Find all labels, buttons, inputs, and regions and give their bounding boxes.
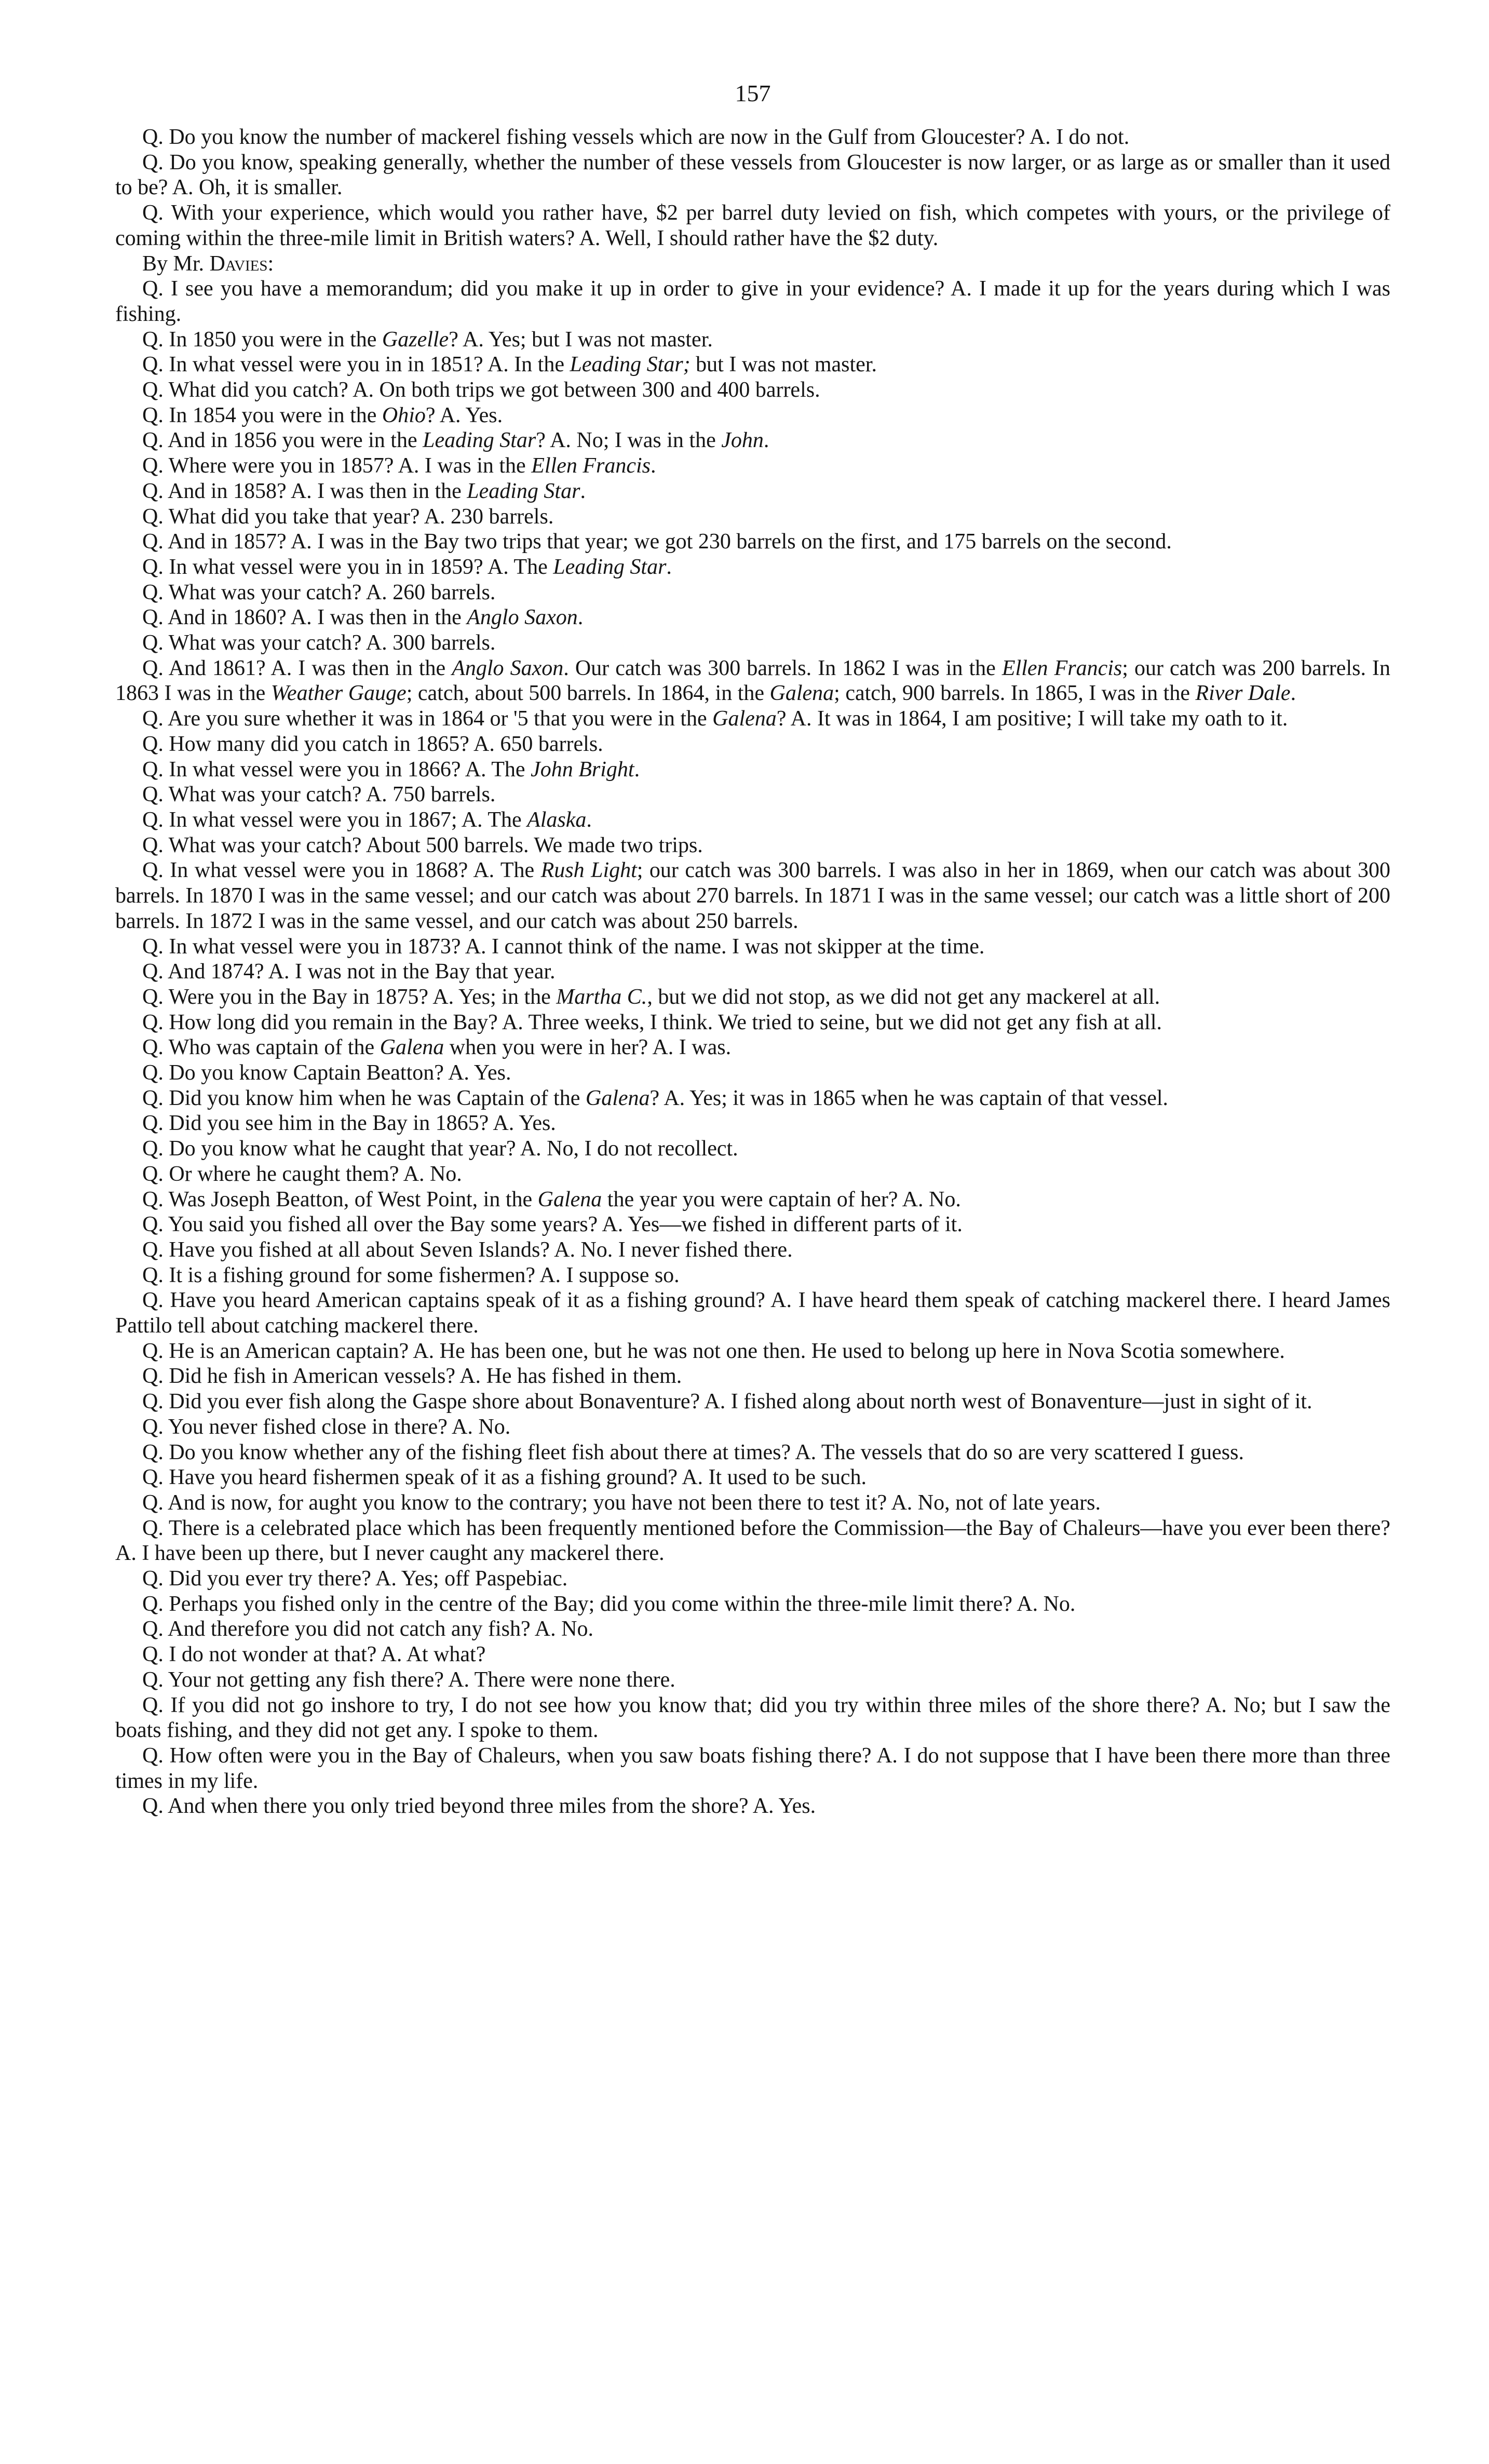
qa-paragraph — [115, 1693, 1390, 1743]
text-run: Q. And therefore you did not catch any fish? A. No. — [142, 1617, 593, 1641]
text-run: Q. And 1874? A. I was not in the Bay that year. — [142, 960, 556, 984]
text-run: . — [577, 605, 584, 630]
qa-paragraph — [115, 630, 1390, 656]
text-run: Q. And in 1860? A. I was then in the — [142, 605, 467, 630]
text-run: Q. In 1854 you were in the — [142, 403, 382, 427]
text-run: . — [1290, 681, 1296, 706]
qa-paragraph — [115, 327, 1390, 353]
text-run: Q. What did you catch? A. On both trips we got between 300 and 400 barrels. — [142, 378, 820, 402]
section-heading — [115, 251, 1390, 277]
qa-paragraph — [115, 1465, 1390, 1490]
qa-paragraph — [115, 1212, 1390, 1237]
speaker-name: Davies — [209, 251, 268, 276]
text-run: Q. Do you know the number of mackerel fishing vessels which are now in the Gulf from Gloucester? A. I do not. — [142, 125, 1130, 149]
qa-paragraph — [115, 1617, 1390, 1642]
text-run: but I was not master. — [690, 353, 877, 377]
text-run: Q. Are you sure whether it was in 1864 or '5 that you were in the — [142, 707, 713, 731]
text-run: By Mr. — [142, 251, 210, 276]
qa-paragraph — [115, 453, 1390, 479]
text-run: Q. And when there you only tried beyond three miles from the shore? A. Yes. — [142, 1794, 816, 1819]
qa-paragraph — [115, 934, 1390, 960]
text-run: Q. You said you fished all over the Bay some years? A. Yes—we fished in different parts of it. — [142, 1213, 963, 1237]
testimony-text — [115, 125, 1390, 1819]
qa-paragraph — [115, 1794, 1390, 1819]
text-run: Q. In what vessel were you in 1866? A. The — [142, 757, 531, 782]
qa-paragraph — [115, 378, 1390, 403]
qa-paragraph — [115, 1060, 1390, 1086]
text-run: Q. Have you heard fishermen speak of it as a fishing ground? A. It used to be such. — [142, 1465, 867, 1490]
text-run: Q. In what vessel were you in in 1859? A. The — [142, 555, 553, 579]
text-run: Q. Who was captain of the — [142, 1035, 380, 1060]
text-run: Q. In what vessel were you in 1873? A. I cannot think of the name. I was not skipper at the time. — [142, 934, 985, 959]
page-number: 157 — [735, 80, 771, 106]
text-run: Q. Or where he caught them? A. No. — [142, 1162, 462, 1186]
text-run: Q. In 1850 you were in the — [142, 327, 382, 352]
qa-paragraph — [115, 1642, 1390, 1667]
vessel-name: Ohio — [382, 403, 426, 427]
qa-paragraph — [115, 1086, 1390, 1111]
qa-paragraph — [115, 428, 1390, 453]
qa-paragraph — [115, 352, 1390, 378]
qa-paragraph — [115, 782, 1390, 807]
text-run: Q. Did you ever try there? A. Yes; off Paspebiac. — [142, 1567, 568, 1591]
qa-paragraph — [115, 757, 1390, 783]
qa-paragraph — [115, 1490, 1390, 1516]
text-run: ; our catch was 200 barrels. In 1863 I was in the — [115, 656, 1391, 706]
text-run: Q. In what vessel were you in in 1851? A. In the — [142, 353, 570, 377]
qa-paragraph — [115, 1237, 1390, 1263]
qa-paragraph — [115, 276, 1390, 327]
vessel-name: Alaska — [527, 807, 587, 832]
text-run: : — [267, 251, 274, 276]
text-run: . Our catch was 300 barrels. In 1862 I was in the — [563, 656, 1002, 680]
text-run: Q. In what vessel were you in 1868? A. The — [142, 858, 541, 883]
qa-paragraph — [115, 1111, 1390, 1136]
vessel-name: John Bright — [531, 757, 634, 782]
text-run: , but we did not stop, as we did not get any mackerel at all. — [647, 985, 1160, 1009]
text-run: ; catch, about 500 barrels. In 1864, in the — [406, 681, 770, 706]
vessel-name: Galena — [769, 681, 834, 706]
text-run: Q. What was your catch? A. 260 barrels. — [142, 580, 496, 604]
text-run: Q. Did you see him in the Bay in 1865? A. Yes. — [142, 1111, 556, 1136]
vessel-name: Leading Star — [467, 479, 580, 503]
qa-paragraph — [115, 1263, 1390, 1288]
qa-paragraph — [115, 125, 1390, 150]
text-run: Q. Were you in the Bay in 1875? A. Yes; in the — [142, 985, 557, 1009]
qa-paragraph — [115, 1592, 1390, 1617]
qa-paragraph — [115, 1010, 1390, 1035]
text-run: Q. And in 1857? A. I was in the Bay two trips that year; we got 230 barrels on the first, and 175 barrels on the second. — [142, 530, 1172, 554]
qa-paragraph — [115, 1415, 1390, 1440]
vessel-name: Ellen Francis — [531, 454, 651, 478]
vessel-name: River Dale — [1195, 681, 1291, 706]
vessel-name: Galena — [537, 1187, 602, 1211]
text-run: . — [651, 454, 656, 478]
qa-paragraph — [115, 858, 1390, 934]
qa-paragraph — [115, 529, 1390, 555]
text-run: Q. I do not wonder at that? A. At what? — [142, 1642, 486, 1667]
text-run: Q. And 1861? A. I was then in the — [142, 656, 452, 680]
qa-paragraph — [115, 150, 1390, 200]
text-run: Q. It is a fishing ground for some fishermen? A. I suppose so. — [142, 1263, 680, 1287]
text-run: Q. There is a celebrated place which has been frequently mentioned before the Commission—the Bay of Chaleurs—have you ever been there? A. I have been up there, but I never caught any mackerel there. — [115, 1516, 1390, 1566]
qa-paragraph — [115, 1743, 1390, 1794]
qa-paragraph — [115, 732, 1390, 757]
text-run: Q. How many did you catch in 1865? A. 650 barrels. — [142, 732, 603, 756]
text-run: Q. What was your catch? A. 750 barrels. — [142, 783, 496, 807]
qa-paragraph — [115, 504, 1390, 530]
text-run: Q. And in 1858? A. I was then in the — [142, 479, 467, 503]
qa-paragraph — [115, 1162, 1390, 1187]
text-run: . — [586, 807, 592, 832]
qa-paragraph — [115, 706, 1390, 732]
vessel-name: Martha C. — [556, 985, 647, 1009]
text-run: Q. Do you know whether any of the fishing fleet fish about there at times? A. The vessels that do so are very scattered I guess. — [142, 1440, 1244, 1464]
vessel-name: Leading Star; — [570, 353, 691, 377]
qa-paragraph — [115, 403, 1390, 428]
qa-paragraph — [115, 605, 1390, 630]
vessel-name: Gazelle — [382, 327, 449, 352]
vessel-name: Leading Star — [423, 428, 536, 453]
vessel-name: Galena — [585, 1086, 650, 1110]
qa-paragraph — [115, 1136, 1390, 1162]
text-run: ; our catch was 300 barrels. I was also in her in 1869, when our catch was about 300 barrels. In 1870 I was in the same vessel; and our catch was about 270 barrels. In 1871 I was in the same vessel; our catch was a little short of 200 barrels. In 1872 I was in the same vessel, and our catch was about 250 barrels. — [115, 858, 1390, 933]
text-run: Q. I see you have a memorandum; did you make it up in order to give in your evidence? A. I made it up for the years during which I was fishing. — [115, 277, 1390, 326]
text-run: Q. Did you know him when he was Captain of the — [142, 1086, 586, 1110]
text-run: the year you were captain of her? A. No. — [602, 1187, 961, 1211]
qa-paragraph — [115, 1364, 1390, 1389]
qa-paragraph — [115, 985, 1390, 1010]
vessel-name: John — [721, 428, 764, 453]
text-run: ? A. It was in 1864, I am positive; I will take my oath to it. — [776, 707, 1288, 731]
qa-paragraph — [115, 1187, 1390, 1213]
text-run: Q. Your not getting any fish there? A. There were none there. — [142, 1667, 675, 1692]
text-run: Q. Do you know what he caught that year? A. No, I do not recollect. — [142, 1137, 738, 1161]
text-run: Q. And is now, for aught you know to the contrary; you have not been there to test it? A. No, not of late years. — [142, 1490, 1101, 1515]
vessel-name: Ellen Francis — [1001, 656, 1122, 680]
qa-paragraph — [115, 479, 1390, 504]
qa-paragraph — [115, 1035, 1390, 1060]
text-run: Q. Perhaps you fished only in the centre of the Bay; did you come within the three-mile limit there? A. No. — [142, 1592, 1076, 1616]
qa-paragraph — [115, 555, 1390, 580]
vessel-name: Galena — [380, 1035, 444, 1060]
text-run: Q. What was your catch? A. 300 barrels. — [142, 631, 496, 655]
qa-paragraph — [115, 1667, 1390, 1693]
qa-paragraph — [115, 1288, 1390, 1338]
text-run: Q. How often were you in the Bay of Chaleurs, when you saw boats fishing there? A. I do not suppose that I have been there more than three times in my life. — [115, 1744, 1390, 1793]
text-run: Q. You never fished close in there? A. No. — [142, 1415, 511, 1439]
text-run: ? A. Yes; it was in 1865 when he was captain of that vessel. — [649, 1086, 1169, 1110]
vessel-name: Rush Light — [540, 858, 637, 883]
text-run: Q. How long did you remain in the Bay? A. Three weeks, I think. We tried to seine, but we did not get any fish at all. — [142, 1010, 1162, 1034]
text-run: Q. And in 1856 you were in the — [142, 428, 423, 453]
text-run: Q. Did he fish in American vessels? A. He has fished in them. — [142, 1364, 682, 1389]
text-run: Q. In what vessel were you in 1867; A. The — [142, 807, 527, 832]
text-run: . — [634, 757, 640, 782]
qa-paragraph — [115, 656, 1390, 706]
qa-paragraph — [115, 1516, 1390, 1566]
text-run: Q. Do you know, speaking generally, whether the number of these vessels from Gloucester is now larger, or as large as or smaller than it used to be? A. Oh, it is smaller. — [115, 150, 1390, 200]
qa-paragraph — [115, 1339, 1390, 1364]
vessel-name: Galena — [712, 707, 777, 731]
text-run: Q. What was your catch? About 500 barrels. We made two trips. — [142, 833, 703, 857]
vessel-name: Leading Star — [553, 555, 667, 579]
text-run: Q. If you did not go inshore to try, I do not see how you know that; did you try within three miles of the shore there? A. No; but I saw the boats fishing, and they did not get any. I spoke to them. — [115, 1693, 1390, 1743]
vessel-name: Anglo Saxon — [452, 656, 564, 680]
text-run: . — [580, 479, 586, 503]
text-run: Q. With your experience, which would you rather have, $2 per barrel duty levied on fish, which competes with yours, or the privilege of coming within the three-mile limit in British waters? A. Well, I should rather have the $2 duty. — [115, 201, 1390, 250]
text-run: ? A. No; I was in the — [536, 428, 722, 453]
text-run: Q. Was Joseph Beatton, of West Point, in the — [142, 1187, 538, 1211]
qa-paragraph — [115, 959, 1390, 985]
text-run: Q. Have you fished at all about Seven Islands? A. No. I never fished there. — [142, 1237, 793, 1262]
text-run: ? A. Yes; but I was not master. — [449, 327, 713, 352]
qa-paragraph — [115, 1389, 1390, 1415]
text-run: Q. What did you take that year? A. 230 barrels. — [142, 504, 554, 529]
vessel-name: Anglo Saxon — [467, 605, 578, 630]
text-run: Q. Have you heard American captains speak of it as a fishing ground? A. I have heard them speak of catching mackerel there. I heard James Pattilo tell about catching mackerel there. — [115, 1288, 1390, 1338]
text-run: when you were in her? A. I was. — [444, 1035, 732, 1060]
text-run: Q. Do you know Captain Beatton? A. Yes. — [142, 1061, 511, 1085]
qa-paragraph — [115, 580, 1390, 605]
qa-paragraph — [115, 1440, 1390, 1465]
qa-paragraph — [115, 200, 1390, 251]
text-run: ? A. Yes. — [425, 403, 503, 427]
text-run: . — [666, 555, 672, 579]
qa-paragraph — [115, 807, 1390, 833]
qa-paragraph — [115, 833, 1390, 858]
text-run: Q. Did you ever fish along the Gaspe shore about Bonaventure? A. I fished along about north west of Bonaventure—just in sight of it. — [142, 1390, 1312, 1414]
text-run: Q. He is an American captain? A. He has been one, but he was not one then. He used to belong up here in Nova Scotia somewhere. — [142, 1339, 1285, 1363]
qa-paragraph — [115, 1566, 1390, 1592]
text-run: . — [763, 428, 769, 453]
text-run: ; catch, 900 barrels. In 1865, I was in the — [834, 681, 1196, 706]
text-run: Q. Where were you in 1857? A. I was in the — [142, 454, 532, 478]
vessel-name: Weather Gauge — [270, 681, 407, 706]
